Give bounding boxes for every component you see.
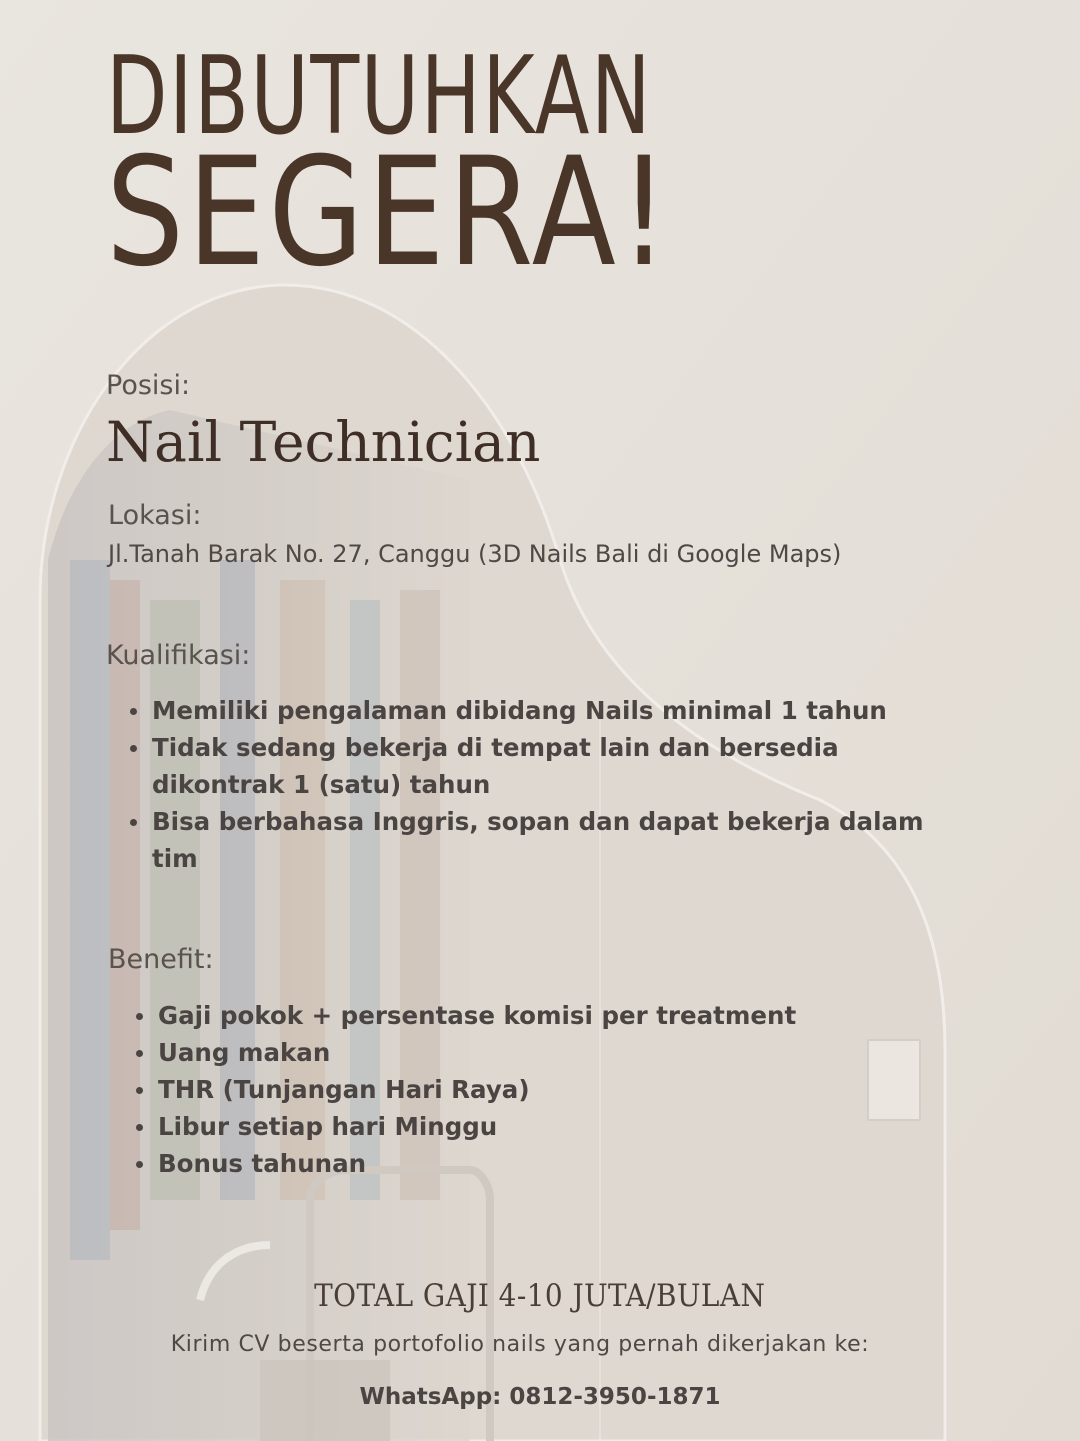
send-cv-instruction: Kirim CV beserta portofolio nails yang pernah dikerjakan ke: — [170, 1332, 870, 1357]
list-item: Tidak sedang bekerja di tempat lain dan bersedia dikontrak 1 (satu) tahun — [128, 729, 958, 803]
list-item: Memiliki pengalaman dibidang Nails minimal 1 tahun — [128, 692, 958, 729]
position-title: Nail Technician — [106, 410, 541, 474]
list-item: Bisa berbahasa Inggris, sopan dan dapat bekerja dalam tim — [128, 803, 958, 877]
location-label: Lokasi: — [108, 500, 202, 531]
location-address: Jl.Tanah Barak No. 27, Canggu (3D Nails Bali di Google Maps) — [108, 540, 842, 568]
list-item: Gaji pokok + persentase komisi per treatment — [134, 997, 934, 1034]
salary-text: TOTAL GAJI 4-10 JUTA/BULAN — [314, 1278, 766, 1314]
headline-line-1: DIBUTUHKAN — [106, 34, 653, 159]
benefits-label: Benefit: — [108, 944, 214, 975]
salary-range — [0, 1278, 1080, 1314]
list-item: Libur setiap hari Minggu — [134, 1108, 934, 1145]
headline-line-2: SEGERA! — [106, 126, 672, 300]
position-label: Posisi: — [106, 370, 191, 401]
qualifications-label: Kualifikasi: — [106, 640, 251, 671]
list-item: THR (Tunjangan Hari Raya) — [134, 1071, 934, 1108]
whatsapp-contact: WhatsApp: 0812-3950-1871 — [359, 1384, 721, 1410]
benefits-list — [134, 997, 934, 1182]
list-item: Uang makan — [134, 1034, 934, 1071]
qualifications-list — [128, 692, 958, 877]
list-item: Bonus tahunan — [134, 1145, 934, 1182]
